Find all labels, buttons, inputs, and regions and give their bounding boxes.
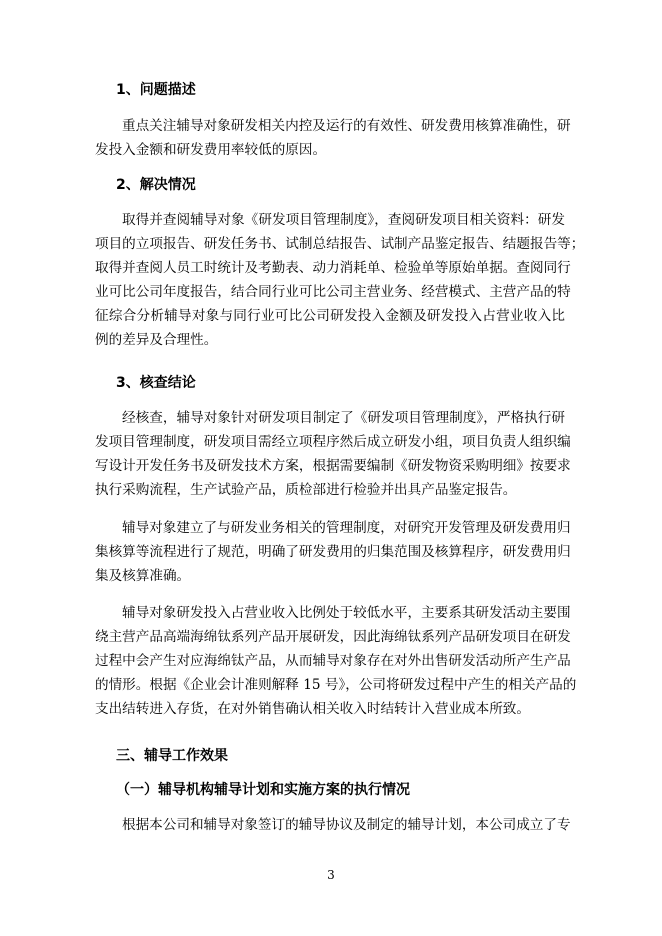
section-heading-counseling-effect: 三、辅导工作效果 (116, 748, 228, 764)
text-line: 辅导对象研发投入占营业收入比例处于较低水平，主要系其研发活动主要围 (122, 605, 571, 621)
text-line: 取得并查阅辅导对象《研发项目管理制度》，查阅研发项目相关资料：研发 (122, 212, 565, 228)
subsection-heading-plan-execution: （一）辅导机构辅导计划和实施方案的执行情况 (116, 782, 410, 798)
section-heading-conclusion: 3、核查结论 (116, 375, 196, 391)
text-line: 写设计开发任务书及研发技术方案，根据需要编制《研发物资采购明细》按要求 (95, 458, 571, 474)
text-line: 过程中会产生对应海绵钛产品，从而辅导对象存在对外出售研发活动所产生产品 (95, 653, 571, 669)
text-line: 的情形。根据《企业会计准则解释 15 号》，公司将研发过程中产生的相关产品的 (95, 677, 577, 693)
text-line: 发项目管理制度，研发项目需经立项程序然后成立研发小组，项目负责人组织编 (95, 434, 571, 450)
text-line: 发投入金额和研发费用率较低的原因。 (95, 142, 327, 158)
text-line: 经核查，辅导对象针对研发项目制定了《研发项目管理制度》，严格执行研 (122, 410, 565, 426)
paragraph-problem-description (95, 114, 571, 162)
section-heading-resolution: 2、解决情况 (116, 177, 196, 193)
paragraph-conclusion-3 (95, 601, 577, 721)
text-line: 项目的立项报告、研发任务书、试制总结报告、试制产品鉴定报告、结题报告等； (95, 236, 585, 252)
text-line: 执行采购流程，生产试验产品，质检部进行检验并出具产品鉴定报告。 (95, 482, 517, 498)
page-number: 3 (327, 868, 335, 882)
section-heading-problem: 1、问题描述 (116, 82, 196, 98)
text-line: 绕主营产品高端海绵钛系列产品开展研发，因此海绵钛系列产品研发项目在研发 (95, 629, 571, 645)
text-line: 支出结转进入存货，在对外销售确认相关收入时结转计入营业成本所致。 (95, 701, 530, 717)
text-line: 辅导对象建立了与研发业务相关的管理制度，对研究开发管理及研发费用归 (122, 520, 571, 536)
text-line: 重点关注辅导对象研发相关内控及运行的有效性、研发费用核算准确性，研 (122, 118, 571, 134)
text-line: 集核算等流程进行了规范，明确了研发费用的归集范围及核算程序，研发费用归 (95, 544, 571, 560)
text-line: 集及核算准确。 (95, 568, 191, 584)
paragraph-conclusion-2 (95, 516, 571, 588)
paragraph-conclusion-1 (95, 406, 571, 502)
text-line: 根据本公司和辅导对象签订的辅导协议及制定的辅导计划，本公司成立了专 (122, 817, 571, 833)
text-line: 业可比公司年度报告，结合同行业可比公司主营业务、经营模式、主营产品的特 (95, 284, 571, 300)
text-line: 征综合分析辅导对象与同行业可比公司研发投入金额及研发投入占营业收入比 (95, 308, 565, 324)
text-line: 例的差异及合理性。 (95, 332, 218, 348)
paragraph-plan-execution (95, 813, 571, 837)
paragraph-resolution (95, 208, 585, 352)
text-line: 取得并查阅人员工时统计及考勤表、动力消耗单、检验单等原始单据。查阅同行 (95, 260, 571, 276)
